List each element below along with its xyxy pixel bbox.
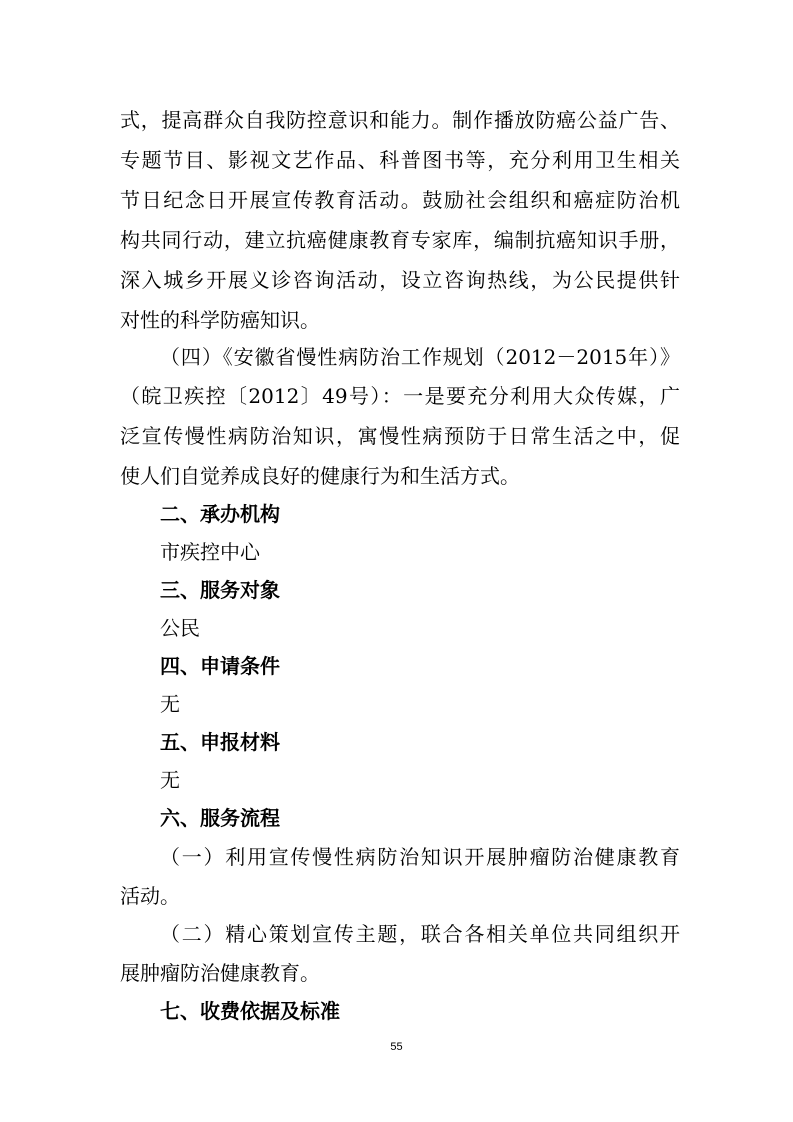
paragraph-line: （四）《安徽省慢性病防治工作规划（2012－2015年）》 xyxy=(160,345,680,369)
paragraph-line: 使人们自觉养成良好的健康行为和生活方式。 xyxy=(120,464,520,488)
paragraph-line: （皖卫疾控〔2012〕49号）：一是要充分利用大众传媒，广 xyxy=(120,384,680,408)
paragraph-line: 对性的科学防癌知识。 xyxy=(120,308,320,332)
paragraph-line: 节日纪念日开展宣传教育活动。鼓励社会组织和癌症防治机 xyxy=(120,188,680,212)
paragraph-line: 式，提高群众自我防控意识和能力。制作播放防癌公益广告、 xyxy=(120,108,680,132)
list-item-line: （一）利用宣传慢性病防治知识开展肿瘤防治健康教育 xyxy=(160,845,680,869)
section-body: 无 xyxy=(160,768,180,792)
list-item-line: （二）精心策划宣传主题，联合各相关单位共同组织开 xyxy=(160,922,680,946)
section-heading: 五、申报材料 xyxy=(160,730,280,754)
list-item-line: 展肿瘤防治健康教育。 xyxy=(120,961,320,985)
section-heading: 七、收费依据及标准 xyxy=(160,999,340,1023)
paragraph-line: 深入城乡开展义诊咨询活动，设立咨询热线，为公民提供针 xyxy=(120,268,680,292)
list-item-line: 活动。 xyxy=(120,884,180,908)
section-heading: 六、服务流程 xyxy=(160,806,280,830)
section-body: 公民 xyxy=(160,616,200,640)
page-number: 55 xyxy=(390,1041,403,1053)
section-heading: 四、申请条件 xyxy=(160,654,280,678)
paragraph-line: 专题节目、影视文艺作品、科普图书等，充分利用卫生相关 xyxy=(120,148,680,172)
section-body: 无 xyxy=(160,692,180,716)
section-body: 市疾控中心 xyxy=(160,540,260,564)
paragraph-line: 泛宣传慢性病防治知识，寓慢性病预防于日常生活之中，促 xyxy=(120,424,680,448)
paragraph-line: 构共同行动，建立抗癌健康教育专家库，编制抗癌知识手册， xyxy=(120,228,680,252)
section-heading: 三、服务对象 xyxy=(160,578,280,602)
section-heading: 二、承办机构 xyxy=(160,502,280,526)
